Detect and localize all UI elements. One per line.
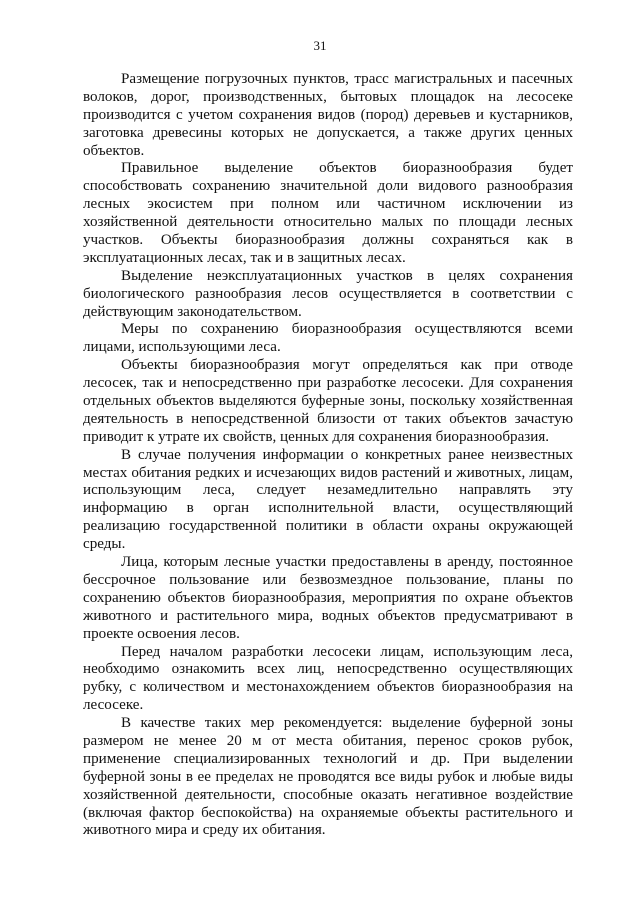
text-line: В качестве таких мер рекомендуется: выделение буферной зоны <box>121 715 573 732</box>
paragraph <box>83 160 573 267</box>
page-number: 31 <box>313 38 327 53</box>
text-line: действующим законодательством. <box>83 303 302 320</box>
text-line: производится с учетом сохранения видов (пород) деревьев и кустарников, <box>83 106 573 123</box>
text-line: необходимо ознакомить всех лиц, непосредственно осуществляющих <box>83 661 573 678</box>
text-line: деятельность в непосредственной близости от таких объектов зачастую <box>83 410 573 427</box>
text-line: бессрочное пользование или безвозмездное пользование, планы по <box>83 571 573 588</box>
text-line: Меры по сохранению биоразнообразия осуществляются всеми <box>121 321 573 338</box>
text-line: лесных экосистем при полном или частичном исключении из <box>83 196 573 213</box>
text-line: способствовать сохранению значительной доли видового разнообразия <box>83 178 573 195</box>
text-line: биологического разнообразия лесов осуществляется в соответствии с <box>83 285 573 302</box>
text-line: отдельных объектов выделяются буферные зоны, поскольку хозяйственная <box>83 393 573 410</box>
text-line: сохранению объектов биоразнообразия, мероприятия по охране объектов <box>83 589 573 606</box>
text-line: Объекты биоразнообразия могут определяться как при отводе <box>121 357 573 374</box>
paragraph <box>83 554 573 643</box>
text-line: проекте освоения лесов. <box>83 625 240 642</box>
text-line: лесосек, так и непосредственно при разработке лесосеки. Для сохранения <box>83 375 573 392</box>
text-line: Перед началом разработки лесосеки лицам, использующим леса, <box>121 643 573 660</box>
text-line: лицами, использующими леса. <box>83 339 281 356</box>
text-line: Выделение неэксплуатационных участков в целях сохранения <box>121 267 573 284</box>
text-line: реализацию государственной политики в области охраны окружающей <box>83 518 573 535</box>
text-line: Лица, которым лесные участки предоставлены в аренду, постоянное <box>121 554 573 571</box>
paragraph <box>83 715 573 840</box>
paragraph <box>83 357 573 446</box>
text-line: размером не менее 20 м от места обитания, перенос сроков рубок, <box>83 732 573 749</box>
text-line: лесосеке. <box>83 697 144 714</box>
text-line: использующим леса, следует незамедлительно направлять эту <box>83 482 573 499</box>
text-line: В случае получения информации о конкретных ранее неизвестных <box>121 446 573 463</box>
text-line: участков. Объекты биоразнообразия должны сохраняться как в <box>83 232 573 249</box>
text-line: животного мира и среду их обитания. <box>83 822 326 839</box>
text-line: приводит к утрате их свойств, ценных для сохранения биоразнообразия. <box>83 428 550 445</box>
text-line: хозяйственной деятельности относительно малых по площади лесных <box>83 214 573 231</box>
text-line: волоков, дорог, производственных, бытовых площадок на лесосеке <box>83 88 573 105</box>
paragraph <box>83 644 573 716</box>
text-line: информацию в орган исполнительной власти, осуществляющий <box>83 500 573 517</box>
paragraph <box>83 268 573 322</box>
text-line: местах обитания редких и исчезающих видов растений и животных, лицам, <box>83 464 573 481</box>
paragraph <box>83 447 573 554</box>
document-body <box>83 71 573 840</box>
text-line: (включая фактор беспокойства) на охраняемые объекты растительного и <box>83 804 573 821</box>
text-line: объектов. <box>83 142 145 159</box>
text-line: буферной зоны в ее пределах не проводятся все виды рубок и любые виды <box>83 768 573 785</box>
text-line: рубку, с количеством и местонахождением объектов биоразнообразия на <box>83 679 573 696</box>
paragraph <box>83 71 573 160</box>
text-line: заготовка древесины которых не допускается, а также других ценных <box>83 124 573 141</box>
text-line: Размещение погрузочных пунктов, трасс магистральных и пасечных <box>121 71 573 87</box>
text-line: эксплуатационных лесах, так и в защитных лесах. <box>83 249 406 266</box>
text-line: животного и растительного мира, водных объектов предусматривают в <box>83 607 573 624</box>
text-line: применение специализированных технологий и др. При выделении <box>83 750 573 767</box>
paragraph <box>83 321 573 357</box>
text-line: хозяйственной деятельности, способные оказать негативное воздействие <box>83 786 573 803</box>
text-line: Правильное выделение объектов биоразнообразия будет <box>121 160 573 177</box>
text-line: среды. <box>83 536 126 553</box>
